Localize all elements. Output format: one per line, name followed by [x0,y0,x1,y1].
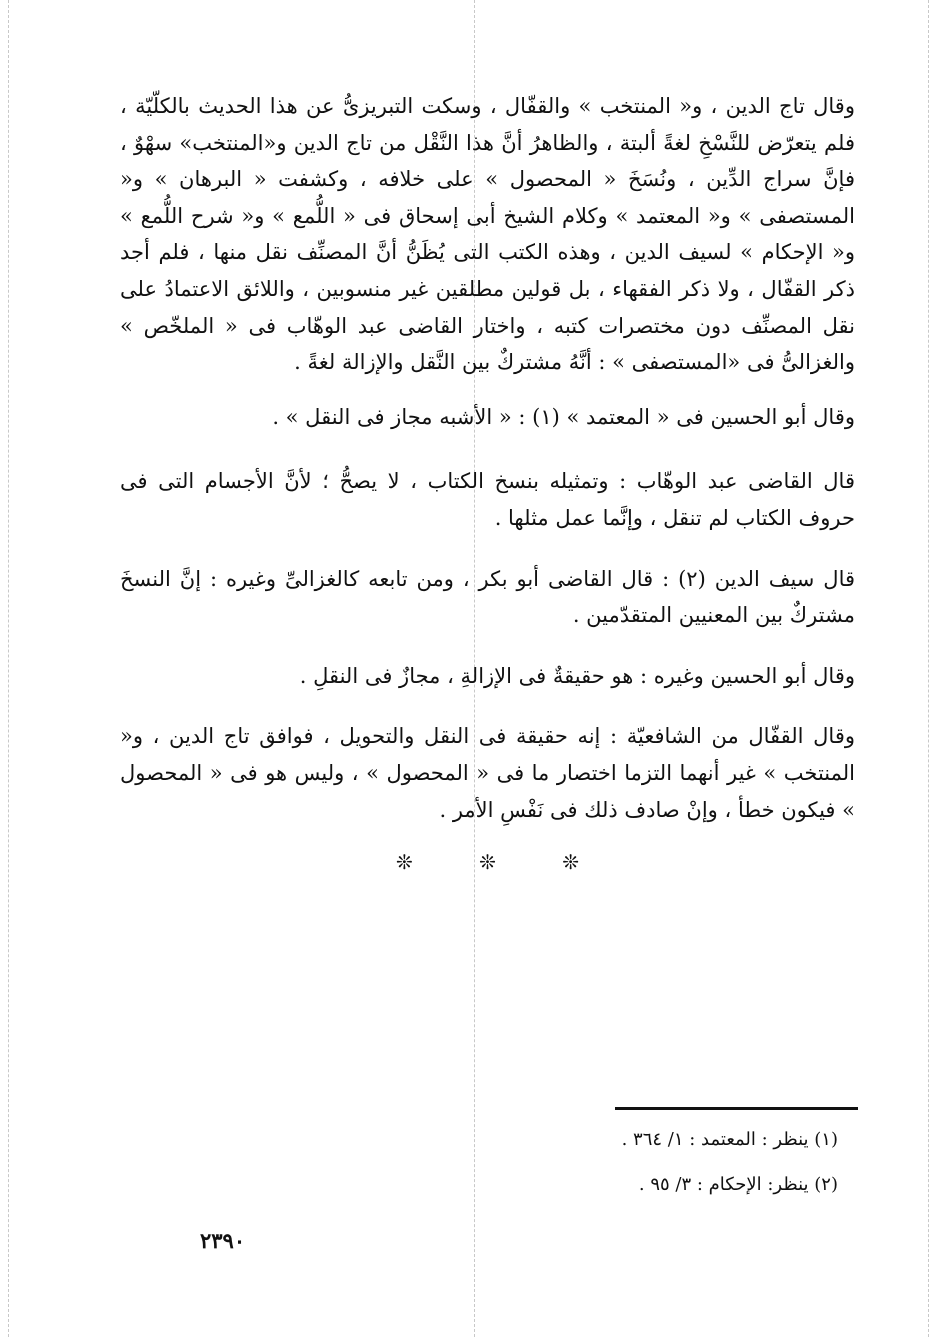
footnote-1: (١) ينظر : المعتمد : ١/ ٣٦٤ . [621,1129,838,1150]
paragraph-abu-al-husayn-mutamad: وقال أبو الحسين فى « المعتمد » (١) : « الأشبه مجاز فى النقل » . [272,404,855,429]
paragraph-sayf-al-din: قال سيف الدين (٢) : قال القاضى أبو بكر ، ومن تابعه كالغزالىِّ وغيره : إنَّ النسخَ مشتركٌ بين المعنيين المتقدّمين . [120,566,856,628]
paragraph-qadi-abd-al-wahhab: قال القاضى عبد الوهّاب : وتمثيله بنسخ الكتاب ، لا يصحُّ ؛ لأنَّ الأجسام التى فى حروف الكتاب لم تنقل ، وإنَّما عمل مثلها . [120,469,855,530]
paragraph-qaffal: وقال القفّال من الشافعيّة : إنه حقيقة فى النقل والتحويل ، فوافق تاج الدين ، و« المنتخب » غير أنهما التزما اختصار ما فى « المحصول » ، وليس هو فى « المحصول » فيكون خطأ ، وإنْ صادف ذلك فى نَفْسِ الأمر . [120,724,855,822]
document-body [120,88,855,874]
section-separator-stars: ❊ ❊ ❊ [396,850,609,875]
page-number: ٢٣٩٠ [200,1228,246,1253]
paragraph-taj-al-din: وقال تاج الدين ، و« المنتخب » والقفّال ، وسكت التبريزىُّ عن هذا الحديث بالكلّيّة ، فلم يتعرّض للنَّسْخِ لغةً ألبتة ، والظاهرُ أنَّ هذا النَّقْل من تاج الدين و«المنتخب» سهْوٌ ، فإنَّ سراج الدِّين ، ونُسَخَ « المحصول » على خلافه ، وكشفت « البرهان » و« المستصفى » و« المعتمد » وكلام الشيخ أبى إسحاق فى « اللُّمع » و« شرح اللُّمع » و« الإحكام » لسيف الدين ، وهذه الكتب التى يُظَنُّ أنَّ المصنِّف نقل منها ، فلم أجد ذكر القفّال ، ولا ذكر الفقهاء ، بل قولين مطلقين غير منسوبين ، واللائق الاعتمادُ على نقل المصنِّف دون مختصرات كتبه ، واختار القاضى عبد الوهّاب فى « الملخّص » والغزالىُّ فى «المستصفى » : أنَّهُ مشتركٌ بين النَّقل والإزالة لغةً . [120,94,855,375]
scan-guide-line-right [928,0,929,1337]
scan-guide-line-left [8,0,9,1337]
footnote-2: (٢) ينظر: الإحكام : ٣/ ٩٥ . [638,1174,838,1195]
footnote-divider [615,1107,858,1110]
paragraph-abu-al-husayn-haqiqa: وقال أبو الحسين وغيره : هو حقيقةٌ فى الإزالةِ ، مجازٌ فى النقلِ . [299,663,855,688]
